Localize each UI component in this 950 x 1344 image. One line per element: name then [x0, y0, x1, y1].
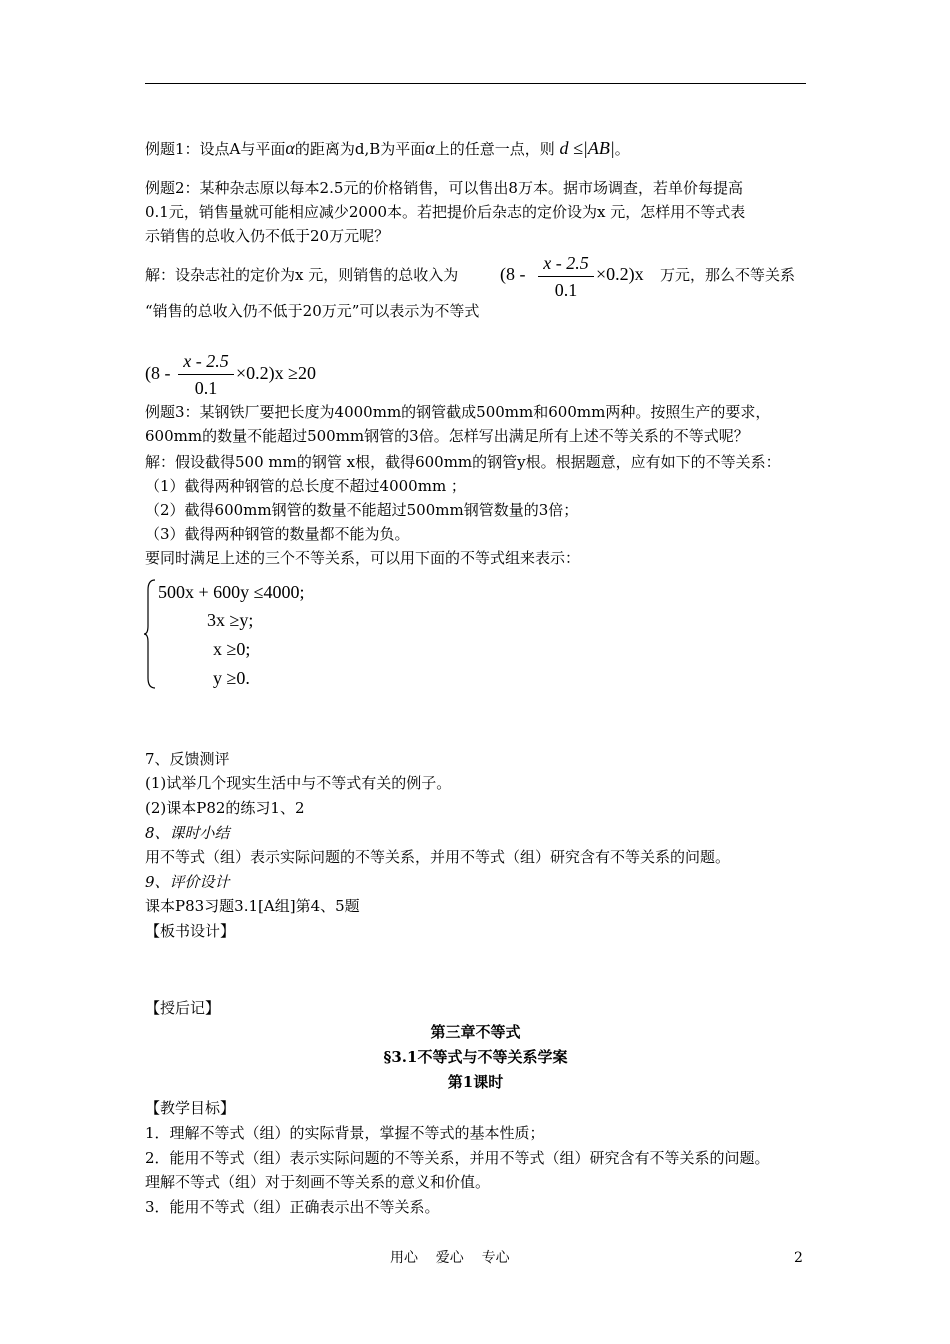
system-line-1: 500x + 600y ≤4000;	[158, 582, 305, 602]
example2-line2: 0.1元，销售量就可能相应减少2000本。若把提价后杂志的定价设为x 元，怎样用不等式表	[145, 203, 746, 221]
goals-item3: 3．能用不等式（组）正确表示出不等关系。	[145, 1198, 440, 1216]
fraction-denominator: 0.1	[554, 280, 578, 300]
example3-line3: 解：假设截得500 mm的钢管 x根，截得600mm的钢管y根。根据题意，应有如下的不等关系：	[145, 453, 781, 471]
example2-solution-pre: 解：设杂志社的定价为x 元，则销售的总收入为	[145, 266, 459, 284]
example1-mid: 的距离为d,B为平面	[294, 140, 426, 158]
system-line-3: x ≥0;	[213, 639, 251, 659]
example2-solution-line2: “销售的总收入仍不低于20万元”可以表示为不等式	[145, 302, 480, 320]
section9-text: 课本P83习题3.1[A组]第4、5题	[145, 897, 360, 915]
fraction-numerator: x - 2.5	[183, 351, 229, 371]
example2-line3: 示销售的总收入仍不低于20万元呢？	[145, 227, 390, 245]
example3-line4: 要同时满足上述的三个不等关系，可以用下面的不等式组来表示：	[145, 549, 581, 567]
example1-pre: 例题1：设点A与平面	[145, 140, 286, 158]
alpha-symbol: α	[285, 138, 295, 158]
postscript-heading: 【授后记】	[145, 999, 221, 1017]
fraction-bar	[178, 374, 234, 375]
example3-item1: （1）截得两种钢管的总长度不超过4000mm ；	[145, 477, 466, 495]
section7-title: 7、反馈测评	[145, 750, 230, 768]
system-line-2: 3x ≥y;	[207, 610, 254, 630]
fraction-numerator: x - 2.5	[543, 253, 589, 273]
example1-post: 上的任意一点，则	[434, 140, 555, 158]
example3-item2: （2）截得600mm钢管的数量不能超过500mm钢管数量的3倍；	[145, 501, 579, 519]
section7-item1: (1)试举几个现实生活中与不等式有关的例子。	[145, 774, 452, 792]
section8-text: 用不等式（组）表示实际问题的不等关系，并用不等式（组）研究含有不等关系的问题。	[145, 848, 731, 866]
section7-item2: (2)课本P82的练习1、2	[145, 799, 305, 817]
alpha-symbol: α	[425, 138, 435, 158]
example2-solution-post: 万元，那么不等关系	[660, 266, 796, 284]
chapter-title: 第三章不等式	[430, 1023, 521, 1041]
inequality-left: (8 -	[145, 363, 171, 383]
example1-end: 。	[614, 140, 630, 158]
goals-item2: 2．能用不等式（组）表示实际问题的不等关系，并用不等式（组）研究含有不等关系的问题。	[145, 1149, 770, 1167]
goals-heading: 【教学目标】	[145, 1099, 236, 1117]
header-rule	[145, 83, 806, 84]
solution-expr-right: ×0.2)x	[596, 264, 644, 284]
section8-title: 8、课时小结	[145, 824, 230, 842]
footer-motto: 用心 爱心 专心	[390, 1250, 510, 1266]
example1-line	[145, 138, 630, 159]
goals-item1: 1．理解不等式（组）的实际背景，掌握不等式的基本性质；	[145, 1124, 545, 1142]
inequality-right: ×0.2)x ≥20	[236, 363, 317, 383]
section9-title: 9、评价设计	[145, 873, 230, 891]
solution-fraction	[538, 252, 594, 301]
goals-item2-continued: 理解不等式（组）对于刻画不等关系的意义和价值。	[145, 1173, 491, 1191]
example3-line1: 例题3：某钢铁厂要把长度为4000mm的钢管截成500mm和600mm两种。按照生产的要求，	[145, 403, 771, 421]
system-line-4: y ≥0.	[213, 668, 250, 688]
chapter-subtitle: §3.1不等式与不等关系学案	[383, 1048, 568, 1066]
fraction-bar	[538, 276, 594, 277]
example1-expression: d ≤|AB|	[559, 138, 615, 158]
solution-expr-left: (8 -	[500, 264, 526, 284]
example2-line1: 例题2：某种杂志原以每本2.5元的价格销售，可以售出8万本。据市场调查，若单价每提高	[145, 179, 743, 197]
lesson-title: 第1课时	[447, 1073, 504, 1091]
fraction-denominator: 0.1	[194, 378, 218, 398]
page-number: 2	[794, 1250, 803, 1266]
board-design-heading: 【板书设计】	[145, 922, 236, 940]
system-brace	[143, 578, 157, 690]
example3-item3: （3）截得两种钢管的数量都不能为负。	[145, 525, 410, 543]
inequality-fraction	[178, 350, 234, 399]
example3-line2: 600mm的数量不能超过500mm钢管的3倍。怎样写出满足所有上述不等关系的不等式呢？	[145, 427, 749, 445]
